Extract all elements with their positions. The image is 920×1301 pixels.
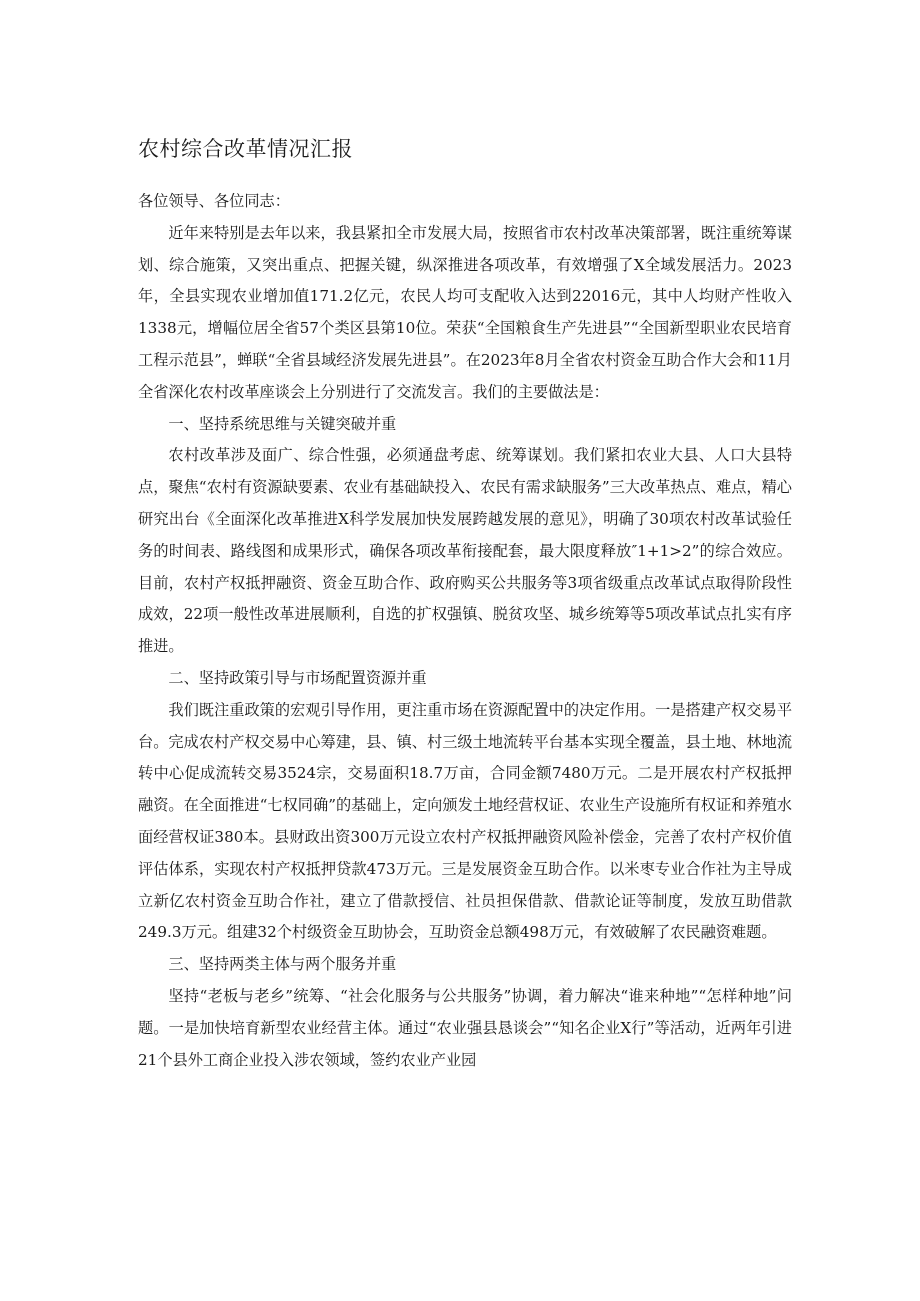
document-title: 农村综合改革情况汇报 bbox=[138, 137, 353, 161]
section-heading-1: 一、坚持系统思维与关键突破并重 bbox=[168, 414, 397, 433]
paragraph-intro: 近年来特别是去年以来，我县紧扣全市发展大局，按照省市农村改革决策部署，既注重统筹谋划、综合施策，又突出重点、把握关键，纵深推进各项改革，有效增强了X全域发展活力。2023年，全县实现农业增加值171.2亿元，农民人均可支配收入达到22016元，其中人均财产性收入1338元，增幅位居全省57个类区县第10位。荣获“全国粮食生产先进县”“全国新型职业农民培育工程示范县”，蝉联“全省县域经济发展先进县”。在2023年8月全省农村资金互助合作大会和11月全省深化农村改革座谈会上分别进行了交流发言。我们的主要做法是： bbox=[138, 223, 792, 401]
paragraph-section-1: 农村改革涉及面广、综合性强，必须通盘考虑、统筹谋划。我们紧扣农业大县、人口大县特点，聚焦“农村有资源缺要素、农业有基础缺投入、农民有需求缺服务”三大改革热点、难点，精心研究出台《全面深化改革推进X科学发展加快发展跨越发展的意见》，明确了30项农村改革试验任务的时间表、路线图和成果形式，确保各项改革衔接配套，最大限度释放″1+1>2”的综合效应。目前，农村产权抵押融资、资金互助合作、政府购买公共服务等3项省级重点改革试点取得阶段性成效，22项一般性改革进展顺利，自选的扩权强镇、脱贫攻坚、城乡统筹等5项改革试点扎实有序推进。 bbox=[138, 446, 792, 656]
section-heading-3: 三、坚持两类主体与两个服务并重 bbox=[168, 955, 397, 974]
section-heading-2: 二、坚持政策引导与市场配置资源并重 bbox=[168, 668, 427, 687]
paragraph-section-2: 我们既注重政策的宏观引导作用，更注重市场在资源配置中的决定作用。一是搭建产权交易平台。完成农村产权交易中心筹建，县、镇、村三级土地流转平台基本实现全覆盖，县土地、林地流转中心促成流转交易3524宗，交易面积18.7万亩，合同金额7480万元。二是开展农村产权抵押融资。在全面推进“七权同确”的基础上，定向颁发土地经营权证、农业生产设施所有权证和养殖水面经营权证380本。县财政出资300万元设立农村产权抵押融资风险补偿金，完善了农村产权价值评估体系，实现农村产权抵押贷款473万元。三是发展资金互助合作。以米枣专业合作社为主导成立新亿农村资金互助合作社，建立了借款授信、社员担保借款、借款论证等制度，发放互助借款249.3万元。组建32个村级资金互助协会，互助资金总额498万元，有效破解了农民融资难题。 bbox=[138, 700, 792, 942]
salutation: 各位领导、各位同志： bbox=[138, 192, 290, 210]
document-body bbox=[138, 186, 792, 1076]
paragraph-section-3: 坚持“老板与老乡”统筹、“社会化服务与公共服务”协调，着力解决“谁来种地”“怎样种地”问题。一是加快培育新型农业经营主体。通过“农业强县恳谈会”“知名企业X行”等活动，近两年引进21个县外工商企业投入涉农领域，签约农业产业园 bbox=[138, 986, 792, 1069]
